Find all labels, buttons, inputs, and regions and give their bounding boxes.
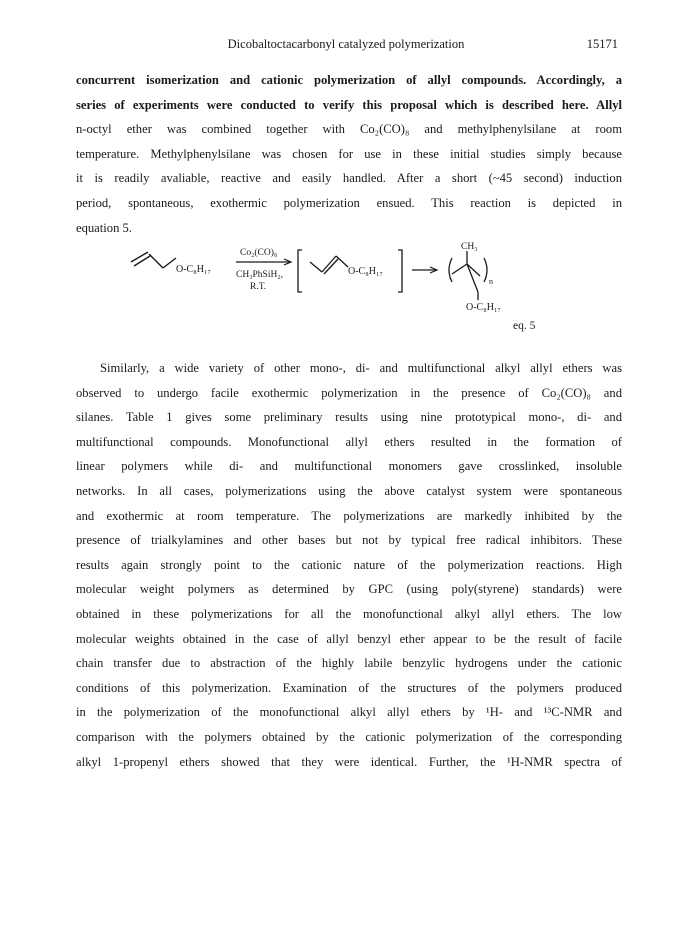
paragraph-2-line: chain transfer due to abstraction of the highly labile benzylic hydrogens under the cationic [76,656,622,671]
paragraph-2-line: comparison with the polymers obtained by the cationic polymerization of the corresponding [76,729,622,744]
paragraph-2-line: observed to undergo facile exothermic polymerization in the presence of Co₂(CO)₈ and [76,385,622,400]
repeat-index: n [489,277,493,286]
silane-label: CH₃PhSiH₂, [236,270,284,280]
paragraph-2-line: obtained in these polymerizations for all the monofunctional alkyl allyl ethers. The low [76,606,622,621]
paragraph-2-line: in the polymerization of the monofunctional alkyl allyl ethers by ¹H- and ¹³C-NMR and [76,705,622,720]
paragraph-2-line: results again strongly point to the cationic nature of the polymerization reactions. High [76,557,622,572]
paragraph-2-line: alkyl 1-propenyl ethers showed that they were identical. Further, the ¹H-NMR spectra of [76,754,622,769]
intermediate-group: O-C₈H₁₇ [348,266,383,277]
paragraph-2-line: molecular weights obtained in the case of allyl benzyl ether appear to be the result of facile [76,631,622,646]
paragraph-2-line: multifunctional compounds. Monofunctional allyl ethers resulted in the formation of [76,434,622,449]
paragraph-1-line: series of experiments were conducted to verify this proposal which is described here. Allyl [76,97,622,112]
product-structure [449,251,487,300]
product-group: O-C₈H₁₇ [466,302,501,313]
paragraph-2-line: linear polymers while di- and multifunctional monomers gave crosslinked, insoluble [76,459,622,474]
paragraph-2-line: conditions of this polymerization. Examination of the structures of the polymers produced [76,680,622,695]
paragraph-2-line: silanes. Table 1 gives some preliminary results using nine prototypical mono-, di- and [76,410,622,425]
paragraph-2-line: Similarly, a wide variety of other mono-, di- and multifunctional alkyl allyl ethers was [100,361,622,375]
paragraph-2-line: presence of trialkylamines and other bases but not by typical free radical inhibitors. These [76,533,622,548]
paragraph-1-line: equation 5. [76,220,132,235]
methyl-label: CH₃ [461,242,478,252]
paragraph-2-line: molecular weight polymers as determined by GPC (using poly(styrene) standards) were [76,582,622,597]
paragraph-2-line: and exothermic at room temperature. The polymerizations are markedly inhibited by the [76,508,622,523]
running-title: Dicobaltoctacarbonyl catalyzed polymerization [227,37,465,51]
paragraph-1-line: period, spontaneous, exothermic polymerization ensued. This reaction is depicted in [76,195,622,210]
equation-label: eq. 5 [513,320,536,332]
reactant-group: O-C₈H₁₇ [176,264,211,275]
paragraph-1-line: n-octyl ether was combined together with Co₂(CO)₈ and methylphenylsilane at room [76,122,622,137]
page-number: 15171 [586,37,618,51]
conditions-label: R.T. [250,282,267,292]
reaction-scheme-drawing [0,240,692,350]
reaction-arrow-2 [412,267,437,273]
reaction-equation [0,240,692,350]
running-header [0,37,692,57]
paragraph-2 [76,356,622,774]
paragraph-1-line: temperature. Methylphenylsilane was chosen for use in these initial studies simply because [76,146,622,161]
paragraph-1 [76,68,622,240]
paragraph-2-line: networks. In all cases, polymerizations using the above catalyst system were spontaneous [76,483,622,498]
reaction-arrow [236,259,291,265]
paragraph-1-line: it is readily avaliable, reactive and easily handled. After a short (~45 second) induction [76,171,622,186]
reactant-structure [131,252,176,268]
catalyst-label: Co₂(CO)₈ [240,248,278,258]
paragraph-1-line: concurrent isomerization and cationic polymerization of allyl compounds. Accordingly, a [76,73,622,87]
